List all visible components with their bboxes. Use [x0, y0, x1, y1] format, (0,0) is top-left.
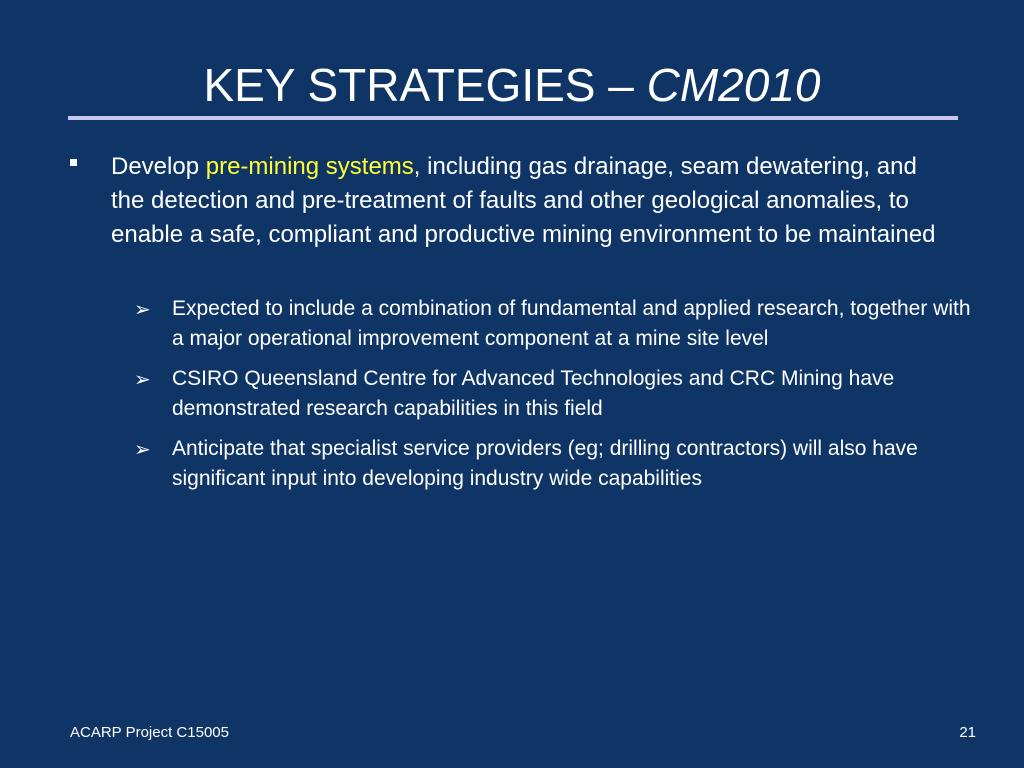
main-bullet-highlight: pre-mining systems	[205, 153, 414, 180]
sub-bullet-text: CSIRO Queensland Centre for Advanced Technologies and CRC Mining have demonstrated research capabilities in this field	[172, 367, 895, 420]
arrow-bullet-icon: ➢	[134, 297, 151, 321]
page-number: 21	[959, 724, 976, 741]
sub-bullet-text: Anticipate that specialist service providers (eg; drilling contractors) will also have significant input into developing industry wide capabilities	[172, 437, 918, 490]
sub-bullet	[134, 294, 984, 354]
arrow-bullet-icon: ➢	[134, 437, 151, 461]
square-bullet-icon	[70, 159, 77, 166]
sub-bullet	[134, 434, 984, 494]
footer-project: ACARP Project C15005	[70, 724, 229, 741]
arrow-bullet-icon: ➢	[134, 367, 151, 391]
slide-title-italic: CM2010	[646, 59, 821, 111]
main-bullet-suffix: , including gas drainage, seam dewatering, and the detection and pre-treatment of faults and other geological anomalies, to enable a safe, compliant and productive mining environment to be maintained	[111, 153, 936, 248]
sub-bullet	[134, 364, 984, 424]
main-bullet-text	[111, 150, 950, 252]
slide-title-main: KEY STRATEGIES –	[203, 59, 647, 111]
sub-bullet-list	[134, 294, 984, 504]
title-divider	[68, 116, 958, 120]
main-bullet-prefix: Develop	[111, 153, 206, 180]
slide-title	[0, 56, 1024, 114]
sub-bullet-text: Expected to include a combination of fundamental and applied research, together with a major operational improvement component at a mine site level	[172, 297, 971, 350]
main-bullet	[70, 150, 950, 252]
